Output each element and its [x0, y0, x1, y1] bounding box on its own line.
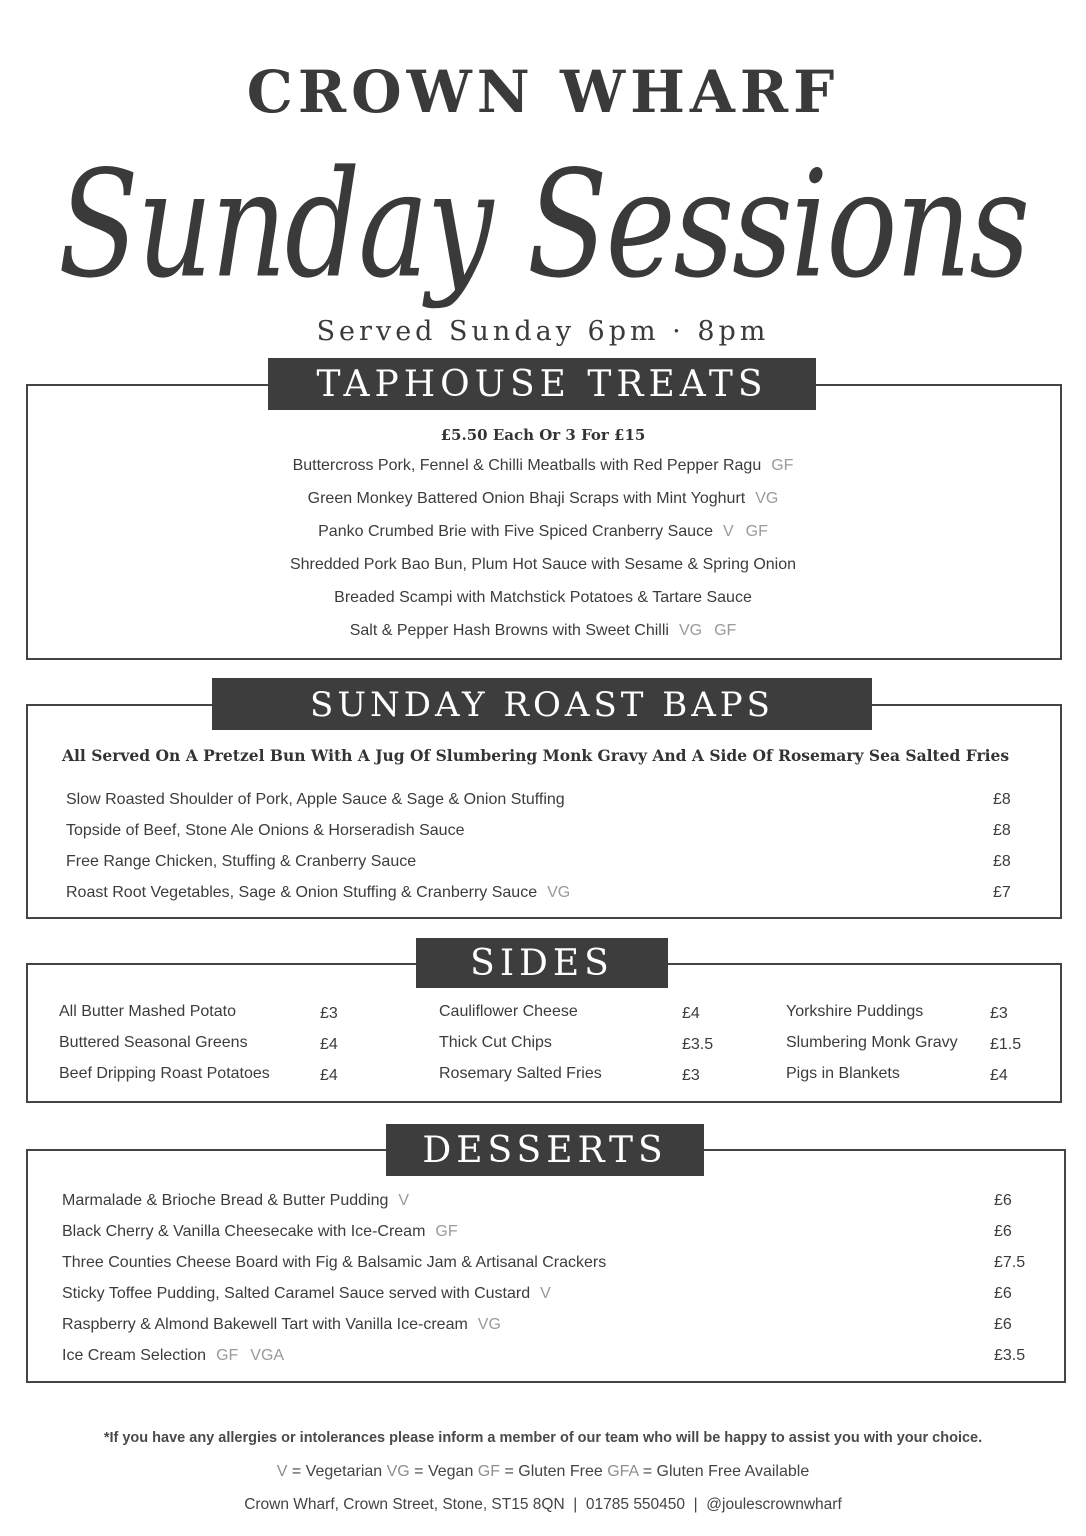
- list-item: [66, 884, 570, 902]
- dietary-tag: V: [540, 1285, 551, 1302]
- item-name: Buttercross Pork, Fennel & Chilli Meatballs with Red Pepper Ragu: [292, 457, 762, 474]
- item-price: £6: [994, 1223, 1012, 1240]
- list-item: [62, 1223, 458, 1241]
- side-item-price: £4: [320, 1067, 338, 1084]
- item-price: £6: [994, 1285, 1012, 1302]
- taphouse-title: TAPHOUSE TREATS: [316, 364, 768, 405]
- item-name: Raspberry & Almond Bakewell Tart with Vanilla Ice-cream: [62, 1316, 468, 1333]
- item-name: Free Range Chicken, Stuffing & Cranberry Sauce: [66, 853, 417, 870]
- side-item-price: £4: [320, 1036, 338, 1053]
- list-item: [0, 457, 1086, 475]
- item-price: £7: [993, 884, 1011, 901]
- side-item-name: Rosemary Salted Fries: [439, 1065, 602, 1082]
- legend-label: = Gluten Free Available: [638, 1463, 810, 1480]
- legend-label: = Vegetarian: [287, 1463, 387, 1480]
- legend-code: VG: [386, 1463, 410, 1480]
- dietary-legend: [0, 1463, 1086, 1481]
- dietary-tag: VG: [755, 490, 779, 507]
- desserts-title: DESSERTS: [422, 1130, 668, 1171]
- dietary-tag: V: [722, 523, 734, 540]
- side-item-name: Thick Cut Chips: [439, 1034, 552, 1051]
- sides-title: SIDES: [470, 943, 614, 984]
- dietary-tag: VG: [547, 884, 571, 901]
- dietary-tag: GF: [771, 457, 794, 474]
- side-item-name: Pigs in Blankets: [786, 1065, 900, 1082]
- item-price: £8: [993, 853, 1011, 870]
- item-name: Topside of Beef, Stone Ale Onions & Horseradish Sauce: [66, 822, 465, 839]
- item-price: £6: [994, 1316, 1012, 1333]
- side-item-price: £3: [990, 1005, 1008, 1022]
- side-item-name: Slumbering Monk Gravy: [786, 1034, 958, 1051]
- list-item: [62, 1285, 551, 1303]
- dietary-tag: V: [398, 1192, 410, 1209]
- item-price: £8: [993, 791, 1011, 808]
- item-price: £6: [994, 1192, 1012, 1209]
- item-name: Shredded Pork Bao Bun, Plum Hot Sauce with Sesame & Spring Onion: [289, 556, 797, 573]
- contact-info: Crown Wharf, Crown Street, Stone, ST15 8QN | 01785 550450 | @joulescrownwharf: [244, 1496, 842, 1513]
- dietary-tag: GF: [745, 523, 768, 540]
- item-name: Sticky Toffee Pudding, Salted Caramel Sauce served with Custard: [62, 1285, 531, 1302]
- legend-code: V: [276, 1463, 288, 1480]
- item-name: Marmalade & Brioche Bread & Butter Pudding: [62, 1192, 389, 1209]
- dietary-tag: GF: [216, 1347, 239, 1364]
- side-item-price: £1.5: [990, 1036, 1022, 1053]
- desserts-banner: [386, 1124, 704, 1176]
- list-item: [66, 791, 565, 809]
- item-name: Salt & Pepper Hash Browns with Sweet Chilli: [349, 622, 669, 639]
- side-item-name: Buttered Seasonal Greens: [59, 1034, 248, 1051]
- legend-label: = Gluten Free: [500, 1463, 608, 1480]
- served-times: Served Sunday 6pm · 8pm: [316, 316, 770, 347]
- item-price: £8: [993, 822, 1011, 839]
- taphouse-banner: [268, 358, 816, 410]
- legend-label: = Vegan: [409, 1463, 478, 1480]
- side-item-name: Yorkshire Puddings: [786, 1003, 924, 1020]
- dietary-tag: VG: [678, 622, 703, 639]
- list-item: [0, 556, 1086, 574]
- side-item-price: £3: [320, 1005, 338, 1022]
- dietary-tag: VG: [477, 1316, 501, 1333]
- item-name: Panko Crumbed Brie with Five Spiced Cranberry Sauce: [318, 523, 713, 540]
- dietary-tag: GF: [714, 622, 737, 639]
- item-name: Black Cherry & Vanilla Cheesecake with Ice-Cream: [62, 1223, 426, 1240]
- legend-code: GF: [477, 1463, 501, 1480]
- allergy-notice: *If you have any allergies or intolerances please inform a member of our team who will be happy to assist you with your choice.: [103, 1430, 983, 1446]
- menu-script-title: Sunday Sessions: [57, 138, 1028, 311]
- sides-banner: [416, 938, 668, 988]
- side-item-name: All Butter Mashed Potato: [59, 1003, 236, 1020]
- item-name: Three Counties Cheese Board with Fig & Balsamic Jam & Artisanal Crackers: [62, 1254, 607, 1271]
- venue-name: CROWN WHARF: [246, 58, 840, 126]
- list-item: [62, 1192, 409, 1210]
- baps-title: SUNDAY ROAST BAPS: [310, 685, 774, 725]
- item-name: Green Monkey Battered Onion Bhaji Scraps with Mint Yoghurt: [307, 490, 746, 507]
- item-name: Breaded Scampi with Matchstick Potatoes & Tartare Sauce: [334, 589, 752, 606]
- dietary-tag: GF: [435, 1223, 458, 1240]
- baps-banner: [212, 678, 872, 730]
- list-item: [66, 822, 464, 840]
- legend-code: GFA: [607, 1463, 639, 1480]
- side-item-name: Cauliflower Cheese: [439, 1003, 578, 1020]
- list-item: [62, 1254, 606, 1272]
- list-item: [62, 1347, 284, 1365]
- baps-subtitle: All Served On A Pretzel Bun With A Jug Of Slumbering Monk Gravy And A Side Of Rosemary Sea Salted Fries: [62, 746, 1010, 765]
- list-item: [0, 490, 1086, 508]
- item-name: Roast Root Vegetables, Sage & Onion Stuffing & Cranberry Sauce: [66, 884, 538, 901]
- dietary-tag: VGA: [250, 1347, 285, 1364]
- list-item: [0, 589, 1086, 607]
- list-item: [0, 523, 1086, 541]
- side-item-price: £3.5: [682, 1036, 714, 1053]
- item-price: £3.5: [994, 1347, 1026, 1364]
- item-name: Ice Cream Selection: [62, 1347, 207, 1364]
- list-item: [0, 622, 1086, 640]
- item-name: Slow Roasted Shoulder of Pork, Apple Sauce & Sage & Onion Stuffing: [66, 791, 565, 808]
- side-item-price: £3: [682, 1067, 700, 1084]
- taphouse-offer: £5.50 Each Or 3 For £15: [440, 426, 646, 444]
- list-item: [62, 1316, 501, 1334]
- list-item: [66, 853, 416, 871]
- side-item-price: £4: [682, 1005, 700, 1022]
- item-price: £7.5: [994, 1254, 1026, 1271]
- side-item-price: £4: [990, 1067, 1008, 1084]
- side-item-name: Beef Dripping Roast Potatoes: [59, 1065, 270, 1082]
